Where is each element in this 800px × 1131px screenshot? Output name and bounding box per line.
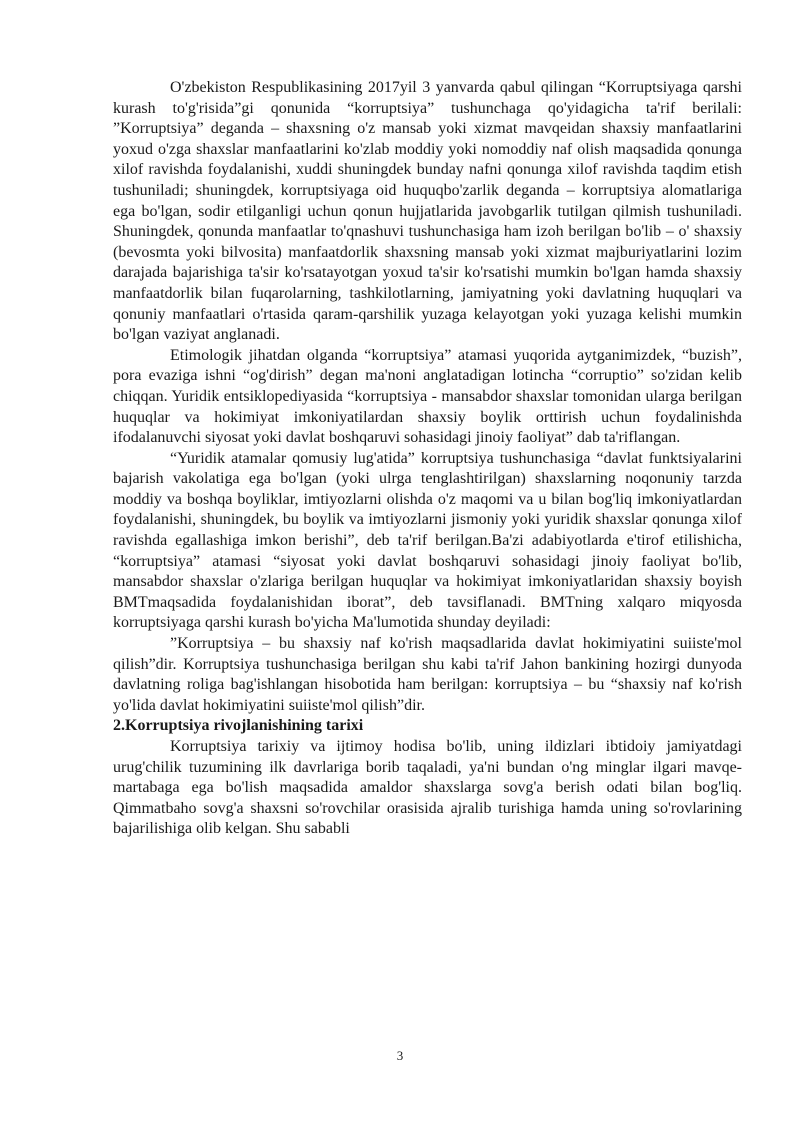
paragraph-etymology: Etimologik jihatdan olganda “korruptsiya” atamasi yuqorida aytganimizdek, “buzish”, pora evaziga ishni “og'dirish” degan ma'noni anglatadigan lotincha “corruptio” so'zidan kelib chiqqan. Yuridik entsiklopediyasida “korruptsiya - mansabdor shaxslar tomonidan ularga berilgan huquqlar va hokimiyat imkoniyatilardan shaxsiy boylik orttirish uchun foydalinishda ifodalanuvchi siyosat yoki davlat boshqaruvi sohasidagi jinoiy faoliyat” dab ta'riflangan. xyxy=(113,346,742,447)
paragraph-world-bank: ”Korruptsiya – bu shaxsiy naf ko'rish maqsadlarida davlat hokimiyatini suiiste'mol qilish”dir. Korruptsiya tushunchasiga berilgan shu kabi ta'rif Jahon bankining hozirgi dunyoda davlatning roliga bag'ishlangan hisobotida ham berilgan: korruptsiya – bu “shaxsiy naf ko'rish yo'lida davlat hokimiyatini suiiste'mol qilish”dir. xyxy=(113,635,742,714)
paragraph-legal-dictionary: “Yuridik atamalar qomusiy lug'atida” korruptsiya tushunchasiga “davlat funktsiyalarini bajarish vakolatiga ega bo'lgan (yoki ulrga tenglashtirilgan) shaxslarning noqonuniy tarzda moddiy va boshqa boyliklar, imtiyozlarni olishda o'z maqomi va u bilan bog'liq imkoniyatlardan foydalanishi, shuningdek, bu boylik va imtiyozlarni jismoniy yoki yuridik shaxslar qonunga xilof ravishda egallashiga imkon berishi”, deb ta'rif berilgan.Ba'zi adabiyotlarda e'tirof etilishicha, “korruptsiya” atamasi “siyosat yoki davlat boshqaruvi sohasidagi jinoiy faoliyat bo'lib, mansabdor shaxslar o'zlariga berilgan huquqlar va hokimiyat imkoniyatlaridan shaxsiy boyish BMTmaqsadida foydalanishidan iborat”, deb tavsiflanadi. BMTning xalqaro miqyosda korruptsiyaga qarshi kurash bo'yicha Ma'lumotida shunday deyiladi: xyxy=(113,449,742,632)
section-heading: 2.Korruptsiya rivojlanishining tarixi xyxy=(113,717,364,735)
document-body xyxy=(113,78,742,840)
paragraph-law-definition: O'zbekiston Respublikasining 2017yil 3 yanvarda qabul qilingan “Korruptsiyaga qarshi kurash to'g'risida”gi qonunida “korruptsiya” tushunchaga qo'yidagicha ta'rif berilali: ”Korruptsiya” deganda – shaxsning o'z mansab yoki xizmat mavqeidan shaxsiy manfaatlarini yoxud o'zga shaxslar manfaatlarini ko'zlab moddiy yoki nomoddiy naf olish maqsadida qonunga xilof ravishda foydalanishi, xuddi shuningdek bunday nafni qonunga xilof ravishda taqdim etish tushuniladi; shuningdek, korruptsiyaga oid huquqbo'zarlik deganda – korruptsiya alomatlariga ega bo'lgan, sodir etilganligi uchun qonun hujjatlarida javobgarlik tutilgan qilmish tushuniladi. Shuningdek, qonunda manfaatlar to'qnashuvi tushunchasiga ham izoh berilgan bo'lib – o' shaxsiy (bevosmta yoki bilvosita) manfaatdorlik shaxsning mansab yoki xizmat majburiyatlarini lozim darajada bajarishiga ta'sir ko'rsatayotgan yoxud ta'sir ko'rsatishi mumkin bo'lgan hamda shaxsiy manfaatdorlik bilan fuqarolarning, tashkilotlarning, jamiyatning yoki davlatning huquqlari va qonuniy manfaatlari o'rtasida qaram-qarshilik yuzaga kelayotgan yoki yuzaga kelishi mumkin bo'lgan vaziyat anglanadi. xyxy=(113,79,742,344)
paragraph-history: Korruptsiya tarixiy va ijtimoy hodisa bo'lib, uning ildizlari ibtidoiy jamiyatdagi urug'chilik tuzumining ilk davrlariga borib taqaladi, ya'ni bundan o'ng minglar ilgari mavqe-martabaga ega bo'lish maqsadida amaldor shaxslarga sovg'a berish odati bilan bog'liq. Qimmatbaho sovg'a shaxsni so'rovchilar orasisida ajralib turishiga hamda uning so'rovlarining bajarilishiga olib kelgan. Shu sababli xyxy=(113,738,742,838)
page-number: 3 xyxy=(396,1048,404,1063)
